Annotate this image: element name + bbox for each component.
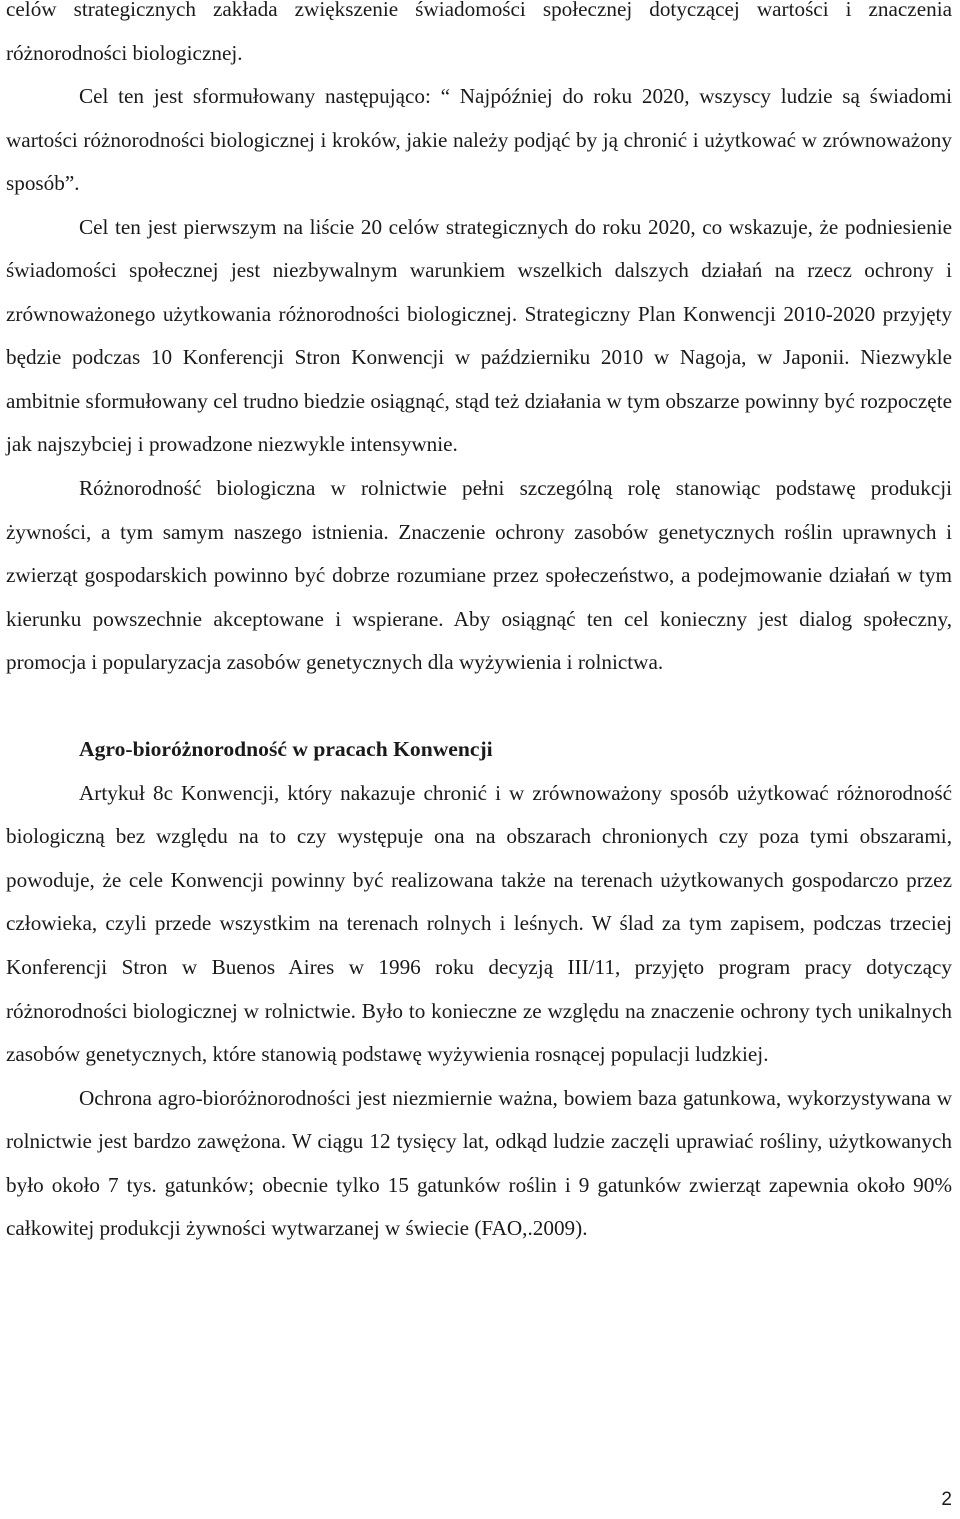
section-spacer <box>6 685 952 729</box>
paragraph-agro-biodiversity-protection: Ochrona agro-bioróżnorodności jest niezmiernie ważna, bowiem baza gatunkowa, wykorzystywana w rolnictwie jest bardzo zawężona. W ciągu 12 tysięcy lat, odkąd ludzie zaczęli uprawiać rośliny, użytkowanych było około 7 tys. gatunków; obecnie tylko 15 gatunków roślin i 9 gatunków zwierząt zapewnia około 90% całkowitej produkcji żywności wytwarzanej w świecie (FAO,.2009). <box>6 1085 952 1241</box>
paragraph-article-8c: Artykuł 8c Konwencji, który nakazuje chronić i w zrównoważony sposób użytkować różnorodność biologiczną bez względu na to czy występuje ona na obszarach chronionych czy poza tymi obszarami, powoduje, że cele Konwencji powinny być realizowana także na terenach użytkowanych gospodarczo przez człowieka, czyli przede wszystkim na terenach rolnych i leśnych. W ślad za tym zapisem, podczas trzeciej Konferencji Stron w Buenos Aires w 1996 roku decyzją III/11, przyjęto program pracy dotyczący różnorodności biologicznej w rolnictwie. Było to konieczne ze względu na znaczenie ochrony tych unikalnych zasobów genetycznych, które stanowią podstawę wyżywienia rosnącej populacji ludzkiej. <box>6 780 952 1067</box>
paragraph-continuation: celów strategicznych zakłada zwiększenie świadomości społecznej dotyczącej wartości i znaczenia różnorodności biologicznej. <box>6 0 952 65</box>
paragraph-strategic-plan: Cel ten jest pierwszym na liście 20 celów strategicznych do roku 2020, co wskazuje, że podniesienie świadomości społecznej jest niezbywalnym warunkiem wszelkich dalszych działań na rzecz ochrony i zrównoważonego użytkowania różnorodności biologicznej. Strategiczny Plan Konwencji 2010-2020 przyjęty będzie podczas 10 Konferencji Stron Konwencji w październiku 2010 w Nagoja, w Japonii. Niezwykle ambitnie sformułowany cel trudno biedzie osiągnąć, stąd też działania w tym obszarze powinny być rozpoczęte jak najszybciej i prowadzone niezwykle intensywnie. <box>6 214 952 457</box>
paragraph-goal-definition: Cel ten jest sformułowany następująco: “ Najpóźniej do roku 2020, wszyscy ludzie są świadomi wartości różnorodności biologicznej i kroków, jakie należy podjąć by ją chronić i użytkować w zrównoważony sposób”. <box>6 84 952 196</box>
document-body <box>6 0 952 1251</box>
section-heading: Agro-bioróżnorodność w pracach Konwencji <box>79 737 493 762</box>
paragraph-agriculture-biodiversity: Różnorodność biologiczna w rolnictwie pełni szczególną rolę stanowiąc podstawę produkcji żywności, a tym samym naszego istnienia. Znaczenie ochrony zasobów genetycznych roślin uprawnych i zwierząt gospodarskich powinno być dobrze rozumiane przez społeczeństwo, a podejmowanie działań w tym kierunku powszechnie akceptowane i wspierane. Aby osiągnąć ten cel konieczny jest dialog społeczny, promocja i popularyzacja zasobów genetycznych dla wyżywienia i rolnictwa. <box>6 476 952 675</box>
page-number: 2 <box>941 1489 952 1510</box>
